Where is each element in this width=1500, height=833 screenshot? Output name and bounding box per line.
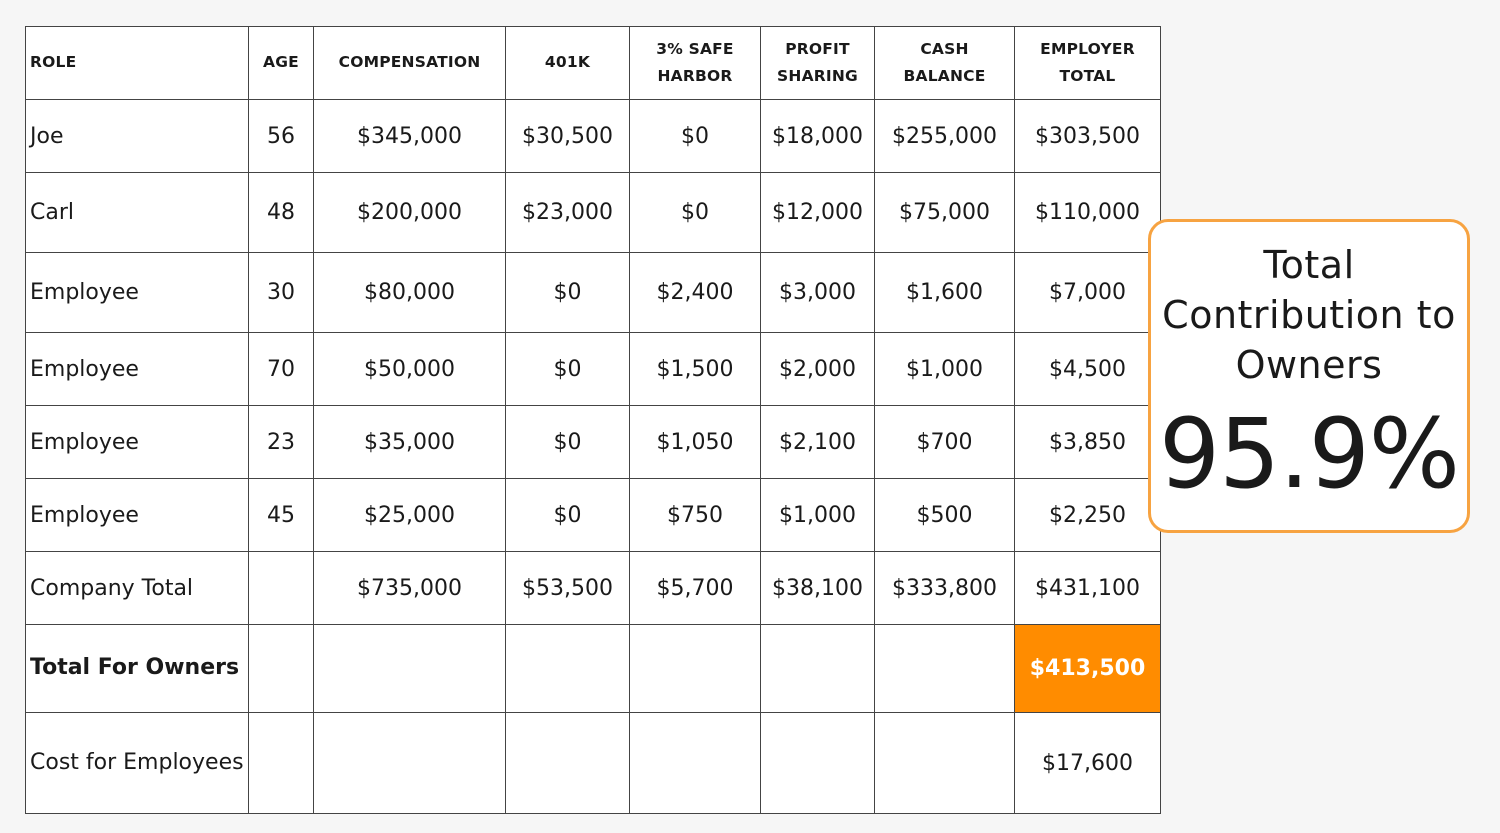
cell-role: Cost for Employees <box>26 713 249 814</box>
cell-age: 23 <box>249 406 314 479</box>
table-row <box>26 333 1161 406</box>
cell-profit-sharing: $2,100 <box>761 406 875 479</box>
cell-age: 45 <box>249 479 314 552</box>
cell-role: Employee <box>26 253 249 333</box>
cell-role: Employee <box>26 479 249 552</box>
cell-profit-sharing: $12,000 <box>761 173 875 253</box>
cell-safe-harbor: $5,700 <box>630 552 761 625</box>
cell-role: Company Total <box>26 552 249 625</box>
cell-safe-harbor: $0 <box>630 100 761 173</box>
cell-cash-balance: $333,800 <box>875 552 1015 625</box>
cell-401k: $53,500 <box>506 552 630 625</box>
header-safe-harbor: 3% SAFE HARBOR <box>630 27 761 100</box>
cell-compensation: $25,000 <box>314 479 506 552</box>
table-row <box>26 406 1161 479</box>
header-age: AGE <box>249 27 314 100</box>
cell-profit-sharing: $3,000 <box>761 253 875 333</box>
header-cash-balance: CASH BALANCE <box>875 27 1015 100</box>
cost-for-employees-row <box>26 713 1161 814</box>
header-compensation: COMPENSATION <box>314 27 506 100</box>
cell-401k <box>506 713 630 814</box>
cell-cash-balance: $1,000 <box>875 333 1015 406</box>
contribution-table <box>25 26 1161 814</box>
cell-role: Employee <box>26 406 249 479</box>
cell-employer-total: $17,600 <box>1015 713 1161 814</box>
cell-role: Employee <box>26 333 249 406</box>
cell-cash-balance <box>875 625 1015 713</box>
header-401k: 401K <box>506 27 630 100</box>
table-header-row <box>26 27 1161 100</box>
cell-employer-total: $110,000 <box>1015 173 1161 253</box>
cell-employer-total: $413,500 <box>1015 625 1161 713</box>
cell-safe-harbor <box>630 625 761 713</box>
cell-employer-total: $303,500 <box>1015 100 1161 173</box>
cell-role: Total For Owners <box>26 625 249 713</box>
cell-401k: $30,500 <box>506 100 630 173</box>
cell-compensation <box>314 713 506 814</box>
callout-title: Total Contribution to Owners <box>1162 243 1456 388</box>
cell-cash-balance: $500 <box>875 479 1015 552</box>
cell-employer-total: $7,000 <box>1015 253 1161 333</box>
table-row <box>26 552 1161 625</box>
cell-role: Carl <box>26 173 249 253</box>
cell-age <box>249 713 314 814</box>
owners-contribution-callout <box>1148 219 1470 533</box>
header-role: ROLE <box>26 27 249 100</box>
cell-age <box>249 625 314 713</box>
total-for-owners-row <box>26 625 1161 713</box>
cell-age: 48 <box>249 173 314 253</box>
cell-compensation: $735,000 <box>314 552 506 625</box>
cell-profit-sharing <box>761 625 875 713</box>
cell-401k: $0 <box>506 253 630 333</box>
cell-401k: $0 <box>506 333 630 406</box>
cell-safe-harbor: $1,500 <box>630 333 761 406</box>
cell-profit-sharing: $1,000 <box>761 479 875 552</box>
table-row <box>26 479 1161 552</box>
cell-age <box>249 552 314 625</box>
cell-safe-harbor: $0 <box>630 173 761 253</box>
cell-compensation: $345,000 <box>314 100 506 173</box>
cell-safe-harbor: $1,050 <box>630 406 761 479</box>
cell-cash-balance <box>875 713 1015 814</box>
cell-compensation: $200,000 <box>314 173 506 253</box>
table-row <box>26 253 1161 333</box>
cell-compensation <box>314 625 506 713</box>
cell-age: 56 <box>249 100 314 173</box>
cell-cash-balance: $1,600 <box>875 253 1015 333</box>
cell-profit-sharing <box>761 713 875 814</box>
cell-employer-total: $431,100 <box>1015 552 1161 625</box>
header-employer-total: EMPLOYER TOTAL <box>1015 27 1161 100</box>
cell-employer-total: $4,500 <box>1015 333 1161 406</box>
cell-safe-harbor: $2,400 <box>630 253 761 333</box>
cell-employer-total: $3,850 <box>1015 406 1161 479</box>
cell-safe-harbor: $750 <box>630 479 761 552</box>
cell-cash-balance: $255,000 <box>875 100 1015 173</box>
cell-cash-balance: $700 <box>875 406 1015 479</box>
cell-profit-sharing: $2,000 <box>761 333 875 406</box>
cell-compensation: $80,000 <box>314 253 506 333</box>
table-body <box>26 100 1161 814</box>
cell-compensation: $35,000 <box>314 406 506 479</box>
cell-cash-balance: $75,000 <box>875 173 1015 253</box>
table-row <box>26 173 1161 253</box>
callout-percentage: 95.9% <box>1159 398 1459 511</box>
cell-age: 70 <box>249 333 314 406</box>
cell-401k <box>506 625 630 713</box>
table-row <box>26 100 1161 173</box>
cell-employer-total: $2,250 <box>1015 479 1161 552</box>
cell-role: Joe <box>26 100 249 173</box>
cell-401k: $23,000 <box>506 173 630 253</box>
cell-401k: $0 <box>506 406 630 479</box>
cell-compensation: $50,000 <box>314 333 506 406</box>
header-profit-sharing: PROFIT SHARING <box>761 27 875 100</box>
cell-401k: $0 <box>506 479 630 552</box>
cell-profit-sharing: $38,100 <box>761 552 875 625</box>
cell-profit-sharing: $18,000 <box>761 100 875 173</box>
cell-safe-harbor <box>630 713 761 814</box>
cell-age: 30 <box>249 253 314 333</box>
